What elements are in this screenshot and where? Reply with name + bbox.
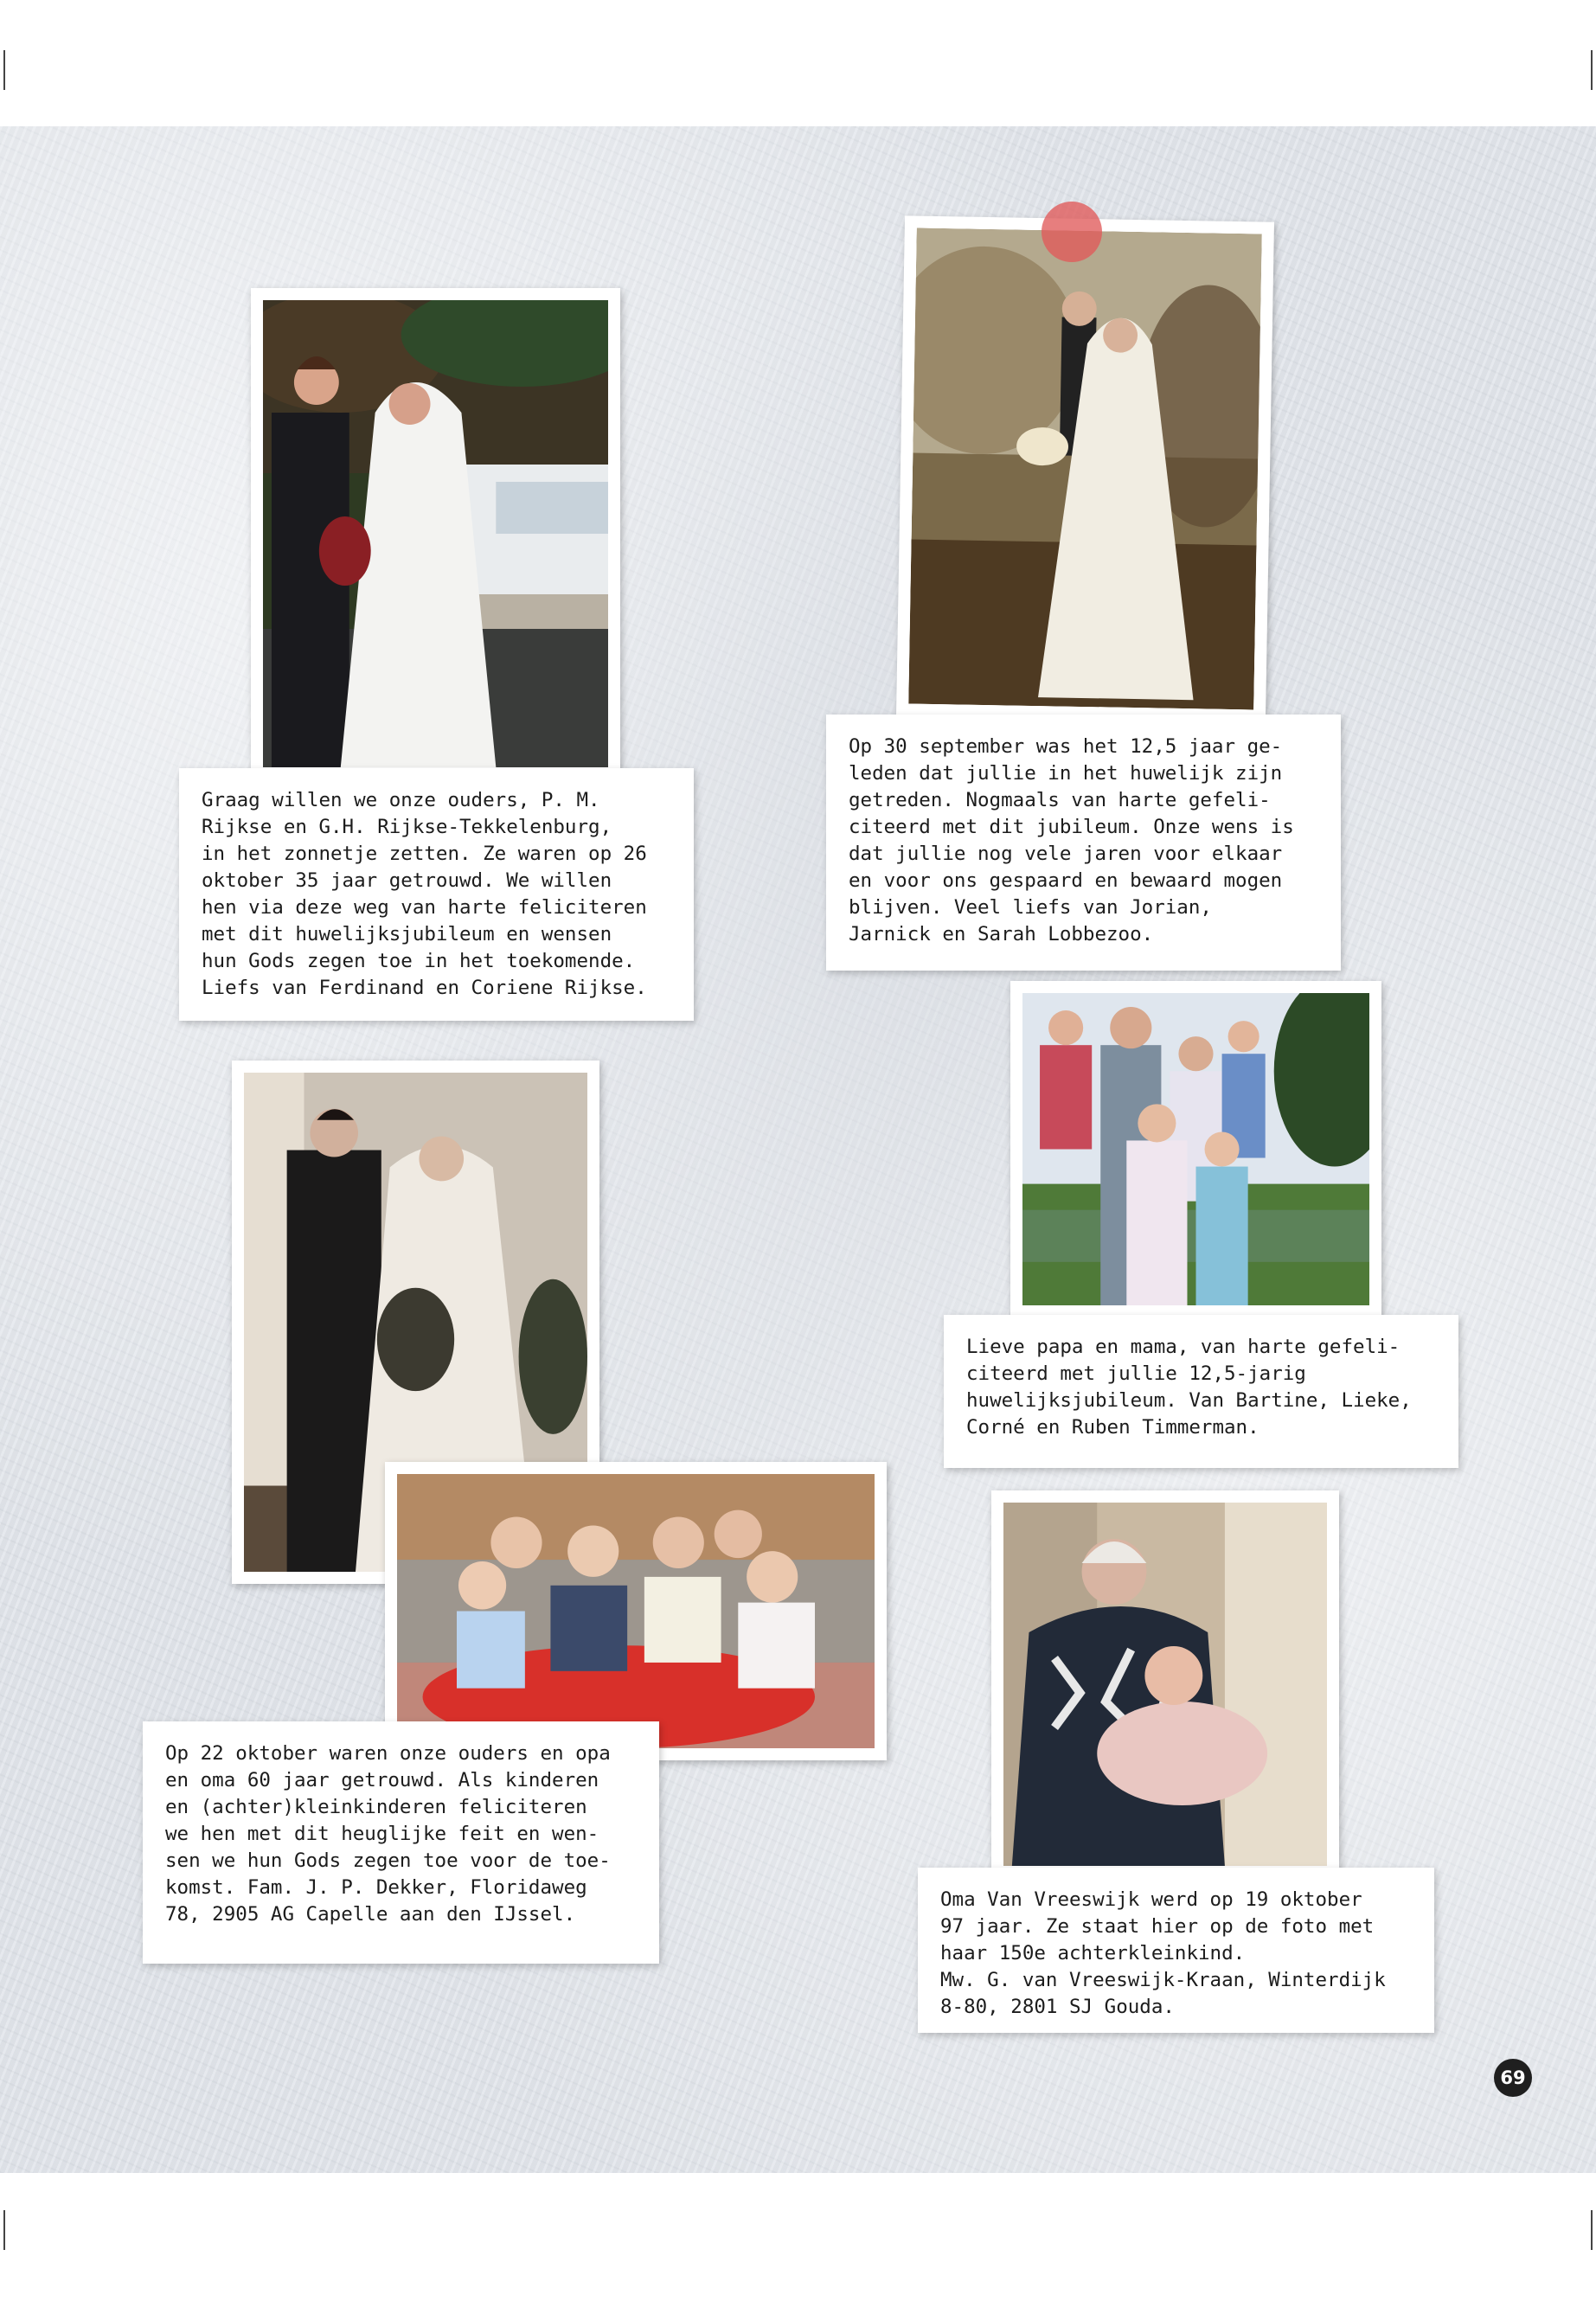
anniversary-note-rijkse: Graag willen we onze ouders, P. M. Rijkse en G.H. Rijkse-Tekkelenburg, in het zonnetje zetten. Ze waren op 26 oktober 35 jaar getrouwd. We willen hen via deze weg van harte feliciteren met dit huwelijksjubileum en wensen hun Gods zegen toe in het toekomende. Liefs van Ferdinand en Coriene Rijkse. xyxy=(179,768,694,1021)
grandchildren-babies-photo xyxy=(385,1462,887,1760)
anniversary-note-timmerman: Lieve papa en mama, van harte gefeli- citeerd met jullie 12,5-jarig huwelijksjubileum. Van Bartine, Lieke, Corné en Ruben Timmerman. xyxy=(944,1315,1458,1468)
grandmother-with-baby-photo xyxy=(991,1490,1339,1878)
family-garden-photo xyxy=(1010,981,1381,1317)
red-pushpin-icon xyxy=(1042,202,1102,262)
anniversary-note-dekker: Op 22 oktober waren onze ouders en opa en oma 60 jaar getrouwd. Als kinderen en (achter)kleinkinderen feliciteren we hen met dit heuglijke feit en wen- sen we hun Gods zegen toe voor de toe- komst. Fam. J. P. Dekker, Floridaweg 78, 2905 AG Capelle aan den IJssel. xyxy=(143,1721,659,1964)
wedding-couple-color-photo xyxy=(251,288,620,779)
crop-mark-top-left xyxy=(3,50,5,90)
wedding-couple-autumn-photo xyxy=(896,215,1274,721)
crop-mark-bottom-right xyxy=(1591,2210,1593,2250)
anniversary-note-lobbezoo: Op 30 september was het 12,5 jaar ge- leden dat jullie in het huwelijk zijn getreden. Nogmaals van harte gefeli- citeerd met dit jubileum. Onze wens is dat jullie nog vele jaren voor elkaar en voor ons gespaard en bewaard mogen blijven. Veel liefs van Jorian, Jarnick en Sarah Lobbezoo. xyxy=(826,715,1341,971)
crop-mark-top-right xyxy=(1591,50,1593,90)
crop-mark-bottom-left xyxy=(3,2210,5,2250)
page-number-badge: 69 xyxy=(1494,2059,1532,2097)
birthday-note-van-vreeswijk: Oma Van Vreeswijk werd op 19 oktober 97 jaar. Ze staat hier op de foto met haar 150e achterkleinkind. Mw. G. van Vreeswijk-Kraan, Winterdijk 8-80, 2801 SJ Gouda. xyxy=(918,1868,1434,2033)
